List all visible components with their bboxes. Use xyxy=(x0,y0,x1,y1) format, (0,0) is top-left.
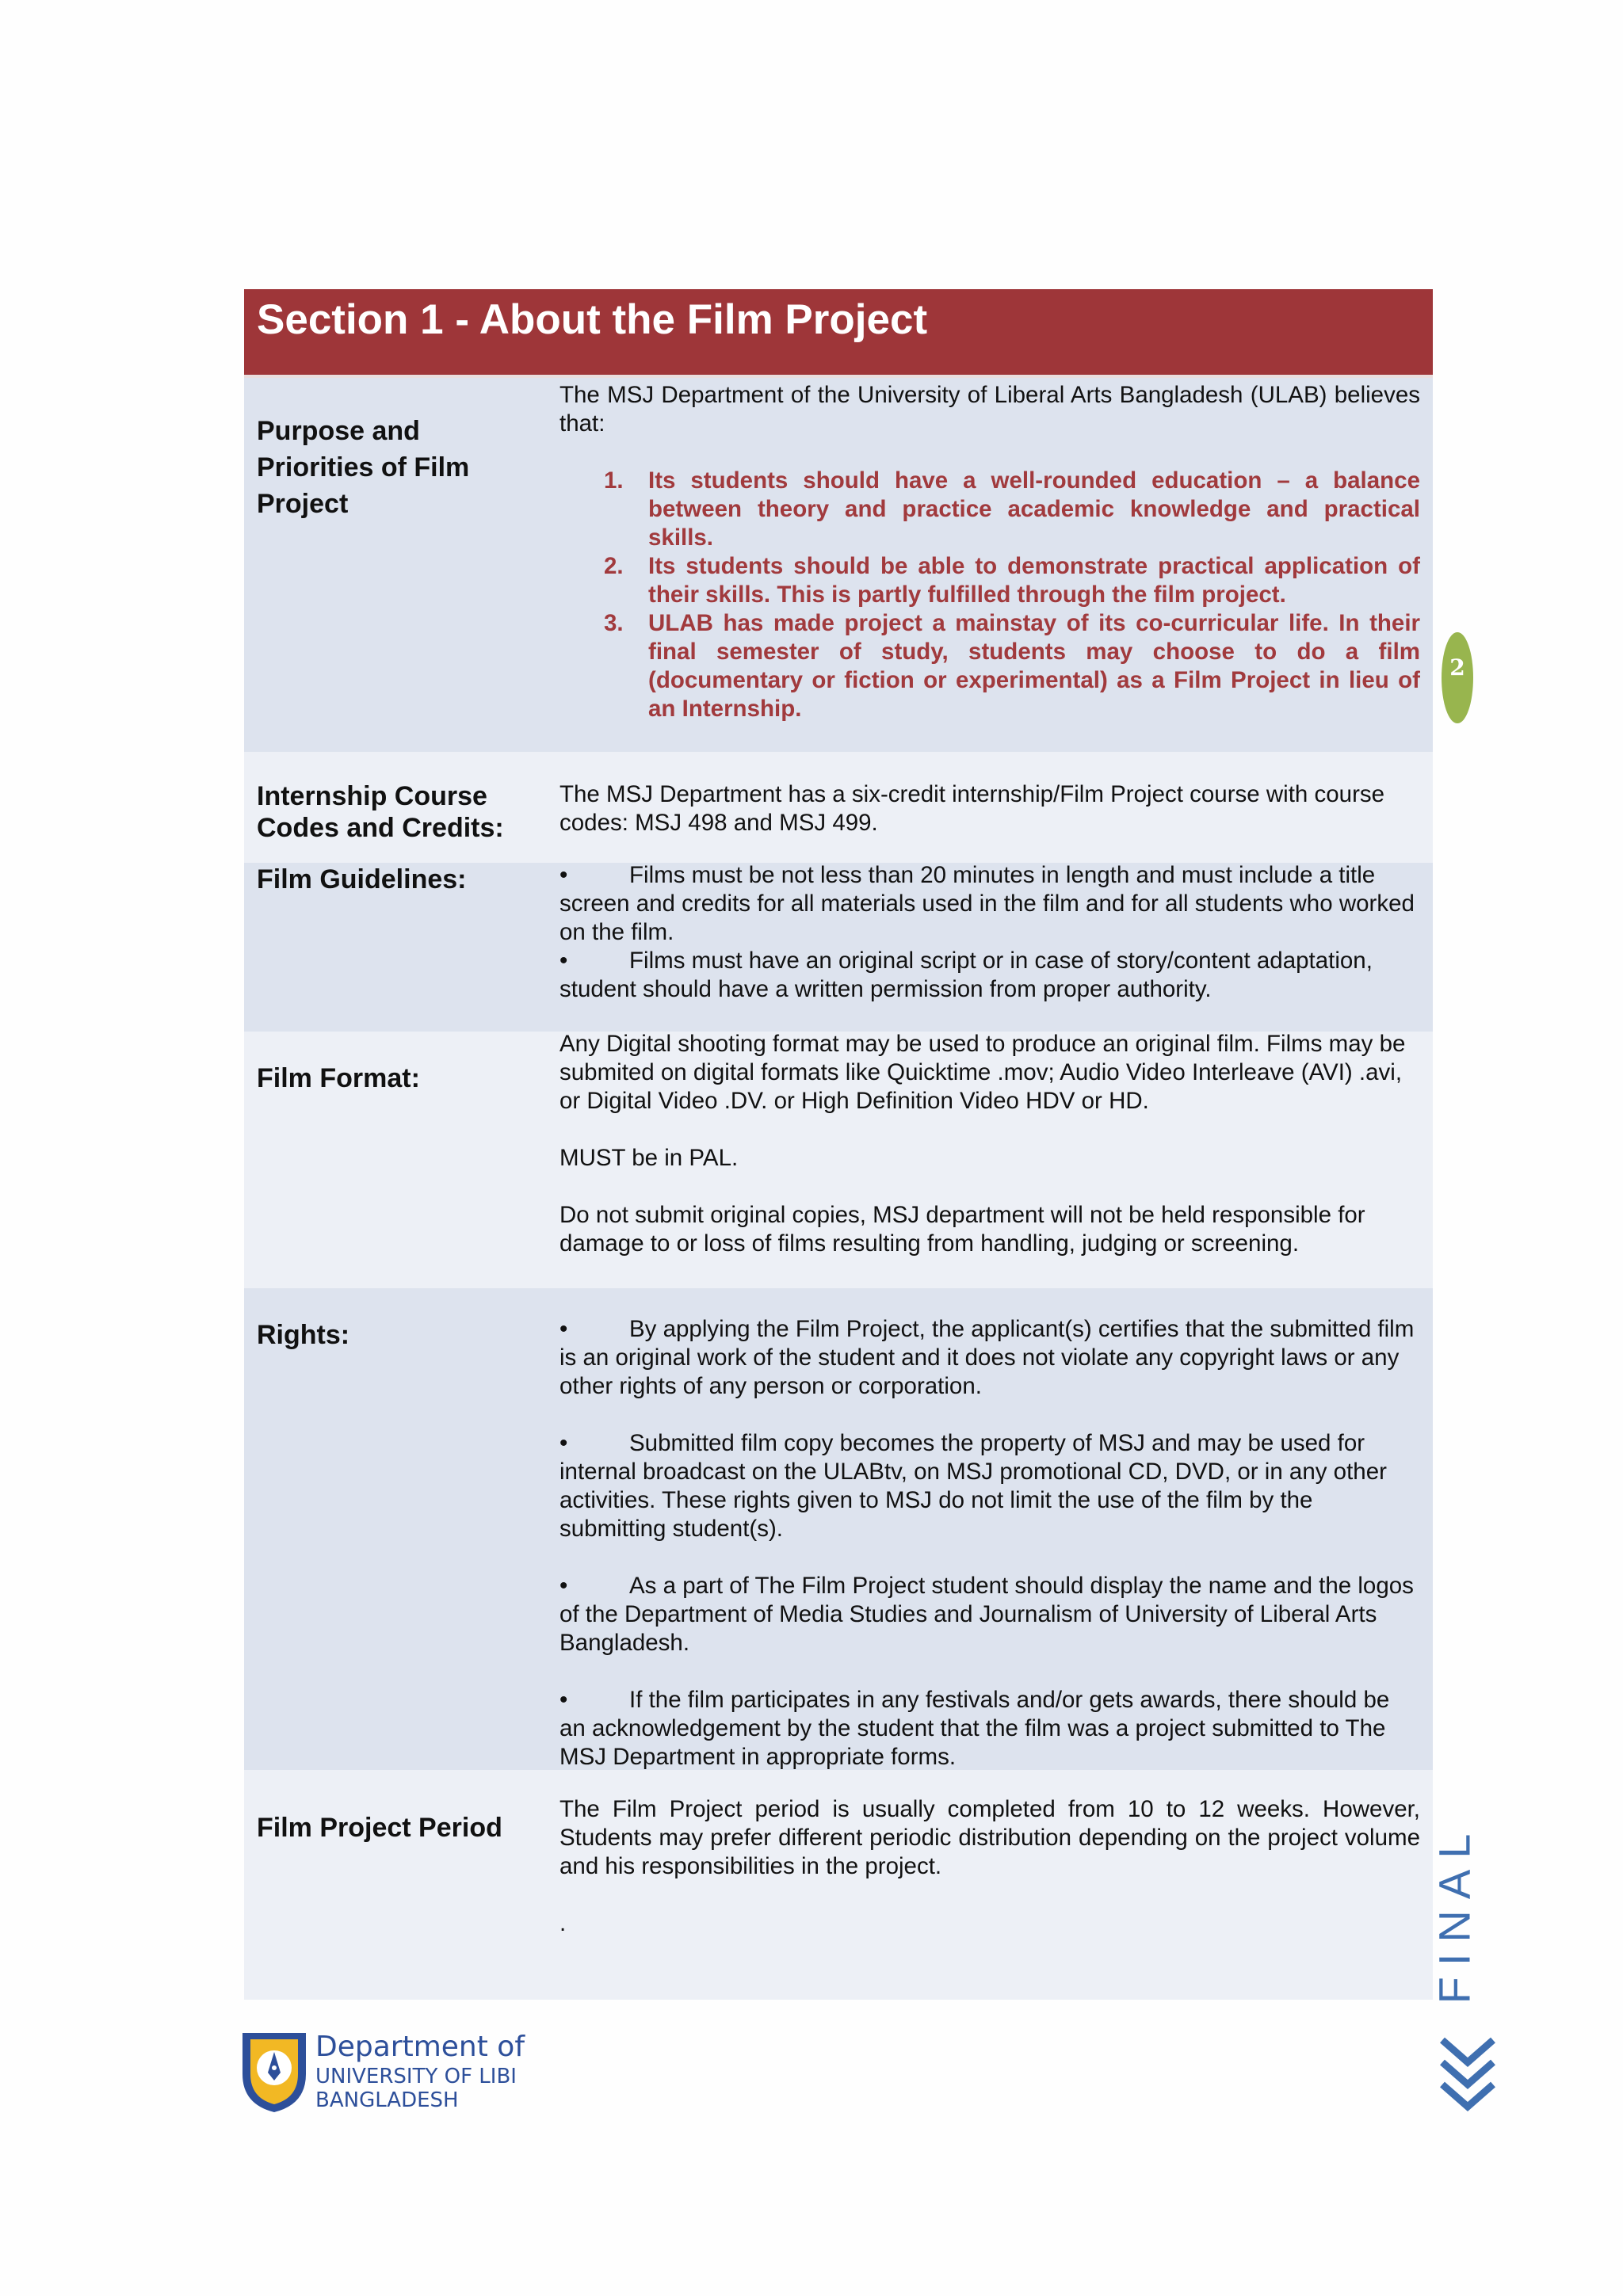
period-text: The Film Project period is usually completed from 10 to 12 weeks. However, Students may prefer different periodic distribution depending on the project volume and his responsibilities in the project. xyxy=(559,1796,1420,1879)
rights-item: • Submitted film copy becomes the property of MSJ and may be used for internal broadcast on the ULABtv, on MSJ promotional CD, DVD, or in any other activities. These rights given to MSJ do not limit the use of the film by the submitting student(s). xyxy=(559,1430,1387,1542)
guideline-item: • Films must have an original script or in case of story/content adaptation, student should have a written permission from proper authority. xyxy=(559,948,1373,1002)
table-row-period xyxy=(244,1770,1433,2000)
list-item: 1. Its students should have a well-rounded education – a balance between theory and practice academic knowledge and practical skills. xyxy=(604,467,1420,551)
final-side-label xyxy=(1426,1822,1482,2004)
guideline-item: • Films must be not less than 20 minutes in length and must include a title screen and credits for all materials used in the film and for all students who worked on the film. xyxy=(559,862,1415,945)
university-logo-icon xyxy=(235,2028,314,2115)
purpose-intro: The MSJ Department of the University of Liberal Arts Bangladesh (ULAB) believes that: xyxy=(559,382,1420,437)
row-content-purpose xyxy=(559,381,1420,723)
row-label-period: Film Project Period xyxy=(257,1813,502,1843)
list-item: 2. Its students should be able to demonstrate practical application of their skills. This is partly fulfilled through the film project. xyxy=(604,553,1420,608)
row-label-purpose: Purpose and Priorities of Film Project xyxy=(257,416,470,519)
info-table xyxy=(244,378,1433,2000)
page-number-badge: 2 xyxy=(1442,632,1473,723)
table-row-format xyxy=(244,1032,1433,1288)
format-paragraph: Any Digital shooting format may be used to produce an original film. Films may be submited on digital formats like Quicktime .mov; Audio Video Interleave (AVI) .avi, or Digital Video .DV. or High Definition Video HDV or HD. xyxy=(559,1031,1406,1114)
chevron-down-icon xyxy=(1436,2032,1499,2119)
final-text: FINAL xyxy=(1429,1822,1480,2004)
section-title: Section 1 - About the Film Project xyxy=(257,296,928,343)
footer-logo-line3: BANGLADESH xyxy=(315,2088,459,2112)
row-content-period xyxy=(559,1795,1420,1938)
row-content-rights xyxy=(559,1315,1420,1772)
format-pal-note: MUST be in PAL. xyxy=(559,1145,739,1171)
table-row-rights xyxy=(244,1288,1433,1770)
list-item: 3. ULAB has made project a mainstay of its co-curricular life. In their final semester of study, students may choose to do a film (documentary or fiction or experimental) as a Film Project in lieu of an Internship. xyxy=(604,610,1420,722)
row-label-internship: Internship Course Codes and Credits: xyxy=(257,781,504,843)
row-label-rights: Rights: xyxy=(257,1320,350,1350)
period-dot: . xyxy=(559,1910,567,1936)
format-disclaimer: Do not submit original copies, MSJ department will not be held responsible for damage to or loss of films resulting from handling, judging or screening. xyxy=(559,1202,1365,1257)
rights-item: • If the film participates in any festivals and/or gets awards, there should be an acknowledgement by the student that the film was a project submitted to The MSJ Department in appropriate forms. xyxy=(559,1687,1390,1770)
section-header-bar xyxy=(244,289,1433,378)
footer-logo-line2: UNIVERSITY OF LIBI xyxy=(315,2065,517,2088)
row-content-format xyxy=(559,1030,1420,1258)
rights-item: • By applying the Film Project, the applicant(s) certifies that the submitted film is an original work of the student and it does not violate any copyright laws or any other rights of any person or corporation. xyxy=(559,1316,1415,1399)
footer-logo-line1: Department of xyxy=(315,2031,525,2063)
table-row-guidelines xyxy=(244,863,1433,1032)
row-label-format: Film Format: xyxy=(257,1063,420,1093)
row-content-internship: The MSJ Department has a six-credit internship/Film Project course with course codes: MSJ 498 and MSJ 499. xyxy=(559,781,1385,836)
row-content-guidelines xyxy=(559,861,1420,1004)
purpose-list xyxy=(559,467,1420,723)
rights-item: • As a part of The Film Project student should display the name and the logos of the Department of Media Studies and Journalism of University of Liberal Arts Bangladesh. xyxy=(559,1573,1414,1656)
row-label-guidelines: Film Guidelines: xyxy=(257,864,467,894)
table-row-internship xyxy=(244,752,1433,863)
table-row-purpose xyxy=(244,378,1433,752)
footer-logo-text xyxy=(315,2030,525,2112)
